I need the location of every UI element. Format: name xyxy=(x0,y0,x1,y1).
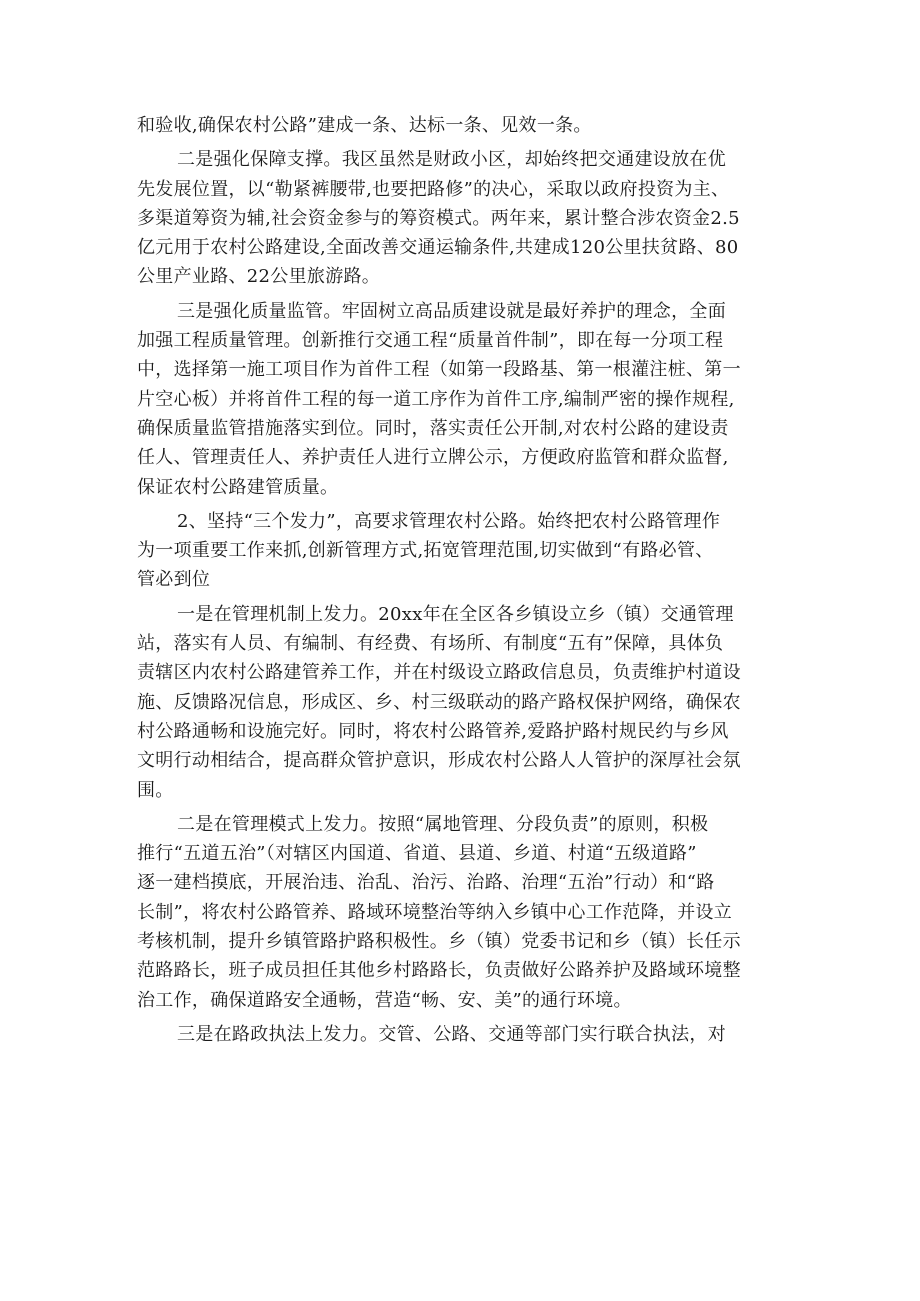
text-line: 管必到位 xyxy=(137,569,211,591)
text-line: 治工作，确保道路安全通畅，营造“畅、安、美”的通行环境。 xyxy=(137,989,632,1011)
text-line: 为一项重要工作来抓,创新管理方式,拓宽管理范围,切实做到“有路必管、 xyxy=(137,540,714,562)
text-line: 三是在路政执法上发力。交管、公路、交通等部门实行联合执法，对 xyxy=(177,1023,726,1045)
text-line: 多渠道筹资为辅,社会资金参与的筹资模式。两年来，累计整合涉农资金2.5 xyxy=(137,207,740,229)
text-line: 先发展位置，以“勒紧裤腰带,也要把路修”的决心，采取以政府投资为主、 xyxy=(137,178,730,200)
paragraph xyxy=(137,810,797,1015)
paragraph xyxy=(137,507,797,595)
text-line: 片空心板）并将首件工程的每一道工序作为首件工序,编制严密的操作规程, xyxy=(137,388,735,410)
paragraph xyxy=(137,1020,797,1049)
paragraph xyxy=(137,111,797,140)
text-line: 推行“五道五治”（对辖区内国道、省道、县道、乡道、村道“五级道路” xyxy=(137,843,697,865)
paragraph xyxy=(137,297,797,502)
text-line: 和验收,确保农村公路”建成一条、达标一条、见效一条。 xyxy=(137,115,592,136)
text-line: 长制”，将农村公路管养、路域环境整治等纳入乡镇中心工作范降，并设立 xyxy=(137,901,733,923)
text-line: 范路路长，班子成员担任其他乡村路路长，负责做好公路养护及路域环境整 xyxy=(137,960,741,982)
text-line: 考核机制，提升乡镇管路护路积极性。乡（镇）党委书记和乡（镇）长任示 xyxy=(137,931,741,953)
text-line: 围。 xyxy=(137,779,174,801)
text-line: 中，选择第一施工项目作为首件工程（如第一段路基、第一根灌注桩、第一 xyxy=(137,359,741,381)
text-line: 加强工程质量管理。创新推行交通工程“质量首件制”，即在每一分项工程 xyxy=(137,330,724,352)
text-line: 施、反馈路况信息，形成区、乡、村三级联动的路产路权保护网络，确保农 xyxy=(137,691,741,713)
text-line: 文明行动相结合，提高群众管护意识，形成农村公路人人管护的深厚社会氛 xyxy=(137,750,741,772)
text-line: 二是在管理模式上发力。按照“属地管理、分段负责”的原则，积极 xyxy=(177,813,709,835)
text-line: 任人、管理责任人、养护责任人进行立牌公示，方便政府监管和群众监督, xyxy=(137,447,729,469)
text-line: 二是强化保障支撑。我区虽然是财政小区，却始终把交通建设放在优 xyxy=(177,149,726,171)
text-line: 公里产业路、22公里旅游路。 xyxy=(137,266,381,288)
text-line: 一是在管理机制上发力。20xx年在全区各乡镇设立乡（镇）交通管理 xyxy=(177,603,734,625)
paragraph xyxy=(137,600,797,805)
text-line: 保证农村公路建管质量。 xyxy=(137,476,339,498)
text-line: 三是强化质量监管。牢固树立高品质建设就是最好养护的理念，全面 xyxy=(177,300,726,322)
text-line: 站，落实有人员、有编制、有经费、有场所、有制度“五有”保障，具体负 xyxy=(137,633,724,655)
text-line: 责辖区内农村公路建管养工作，并在村级设立路政信息员，负责维护村道设 xyxy=(137,662,741,684)
text-line: 确保质量监管措施落实到位。同时，落实责任公开制,对农村公路的建设责 xyxy=(137,417,729,439)
text-line: 村公路通畅和设施完好。同时，将农村公路管养,爱路护路村规民约与乡风 xyxy=(137,720,729,742)
document-body xyxy=(137,111,797,1049)
text-line: 2、坚持“三个发力”，高要求管理农村公路。始终把农村公路管理作 xyxy=(177,510,721,532)
text-line: 逐一建档摸底，开展治违、治乱、治污、治路、治理“五治”行动）和“路 xyxy=(137,872,715,894)
paragraph xyxy=(137,145,797,291)
text-line: 亿元用于农村公路建设,全面改善交通运输条件,共建成120公里扶贫路、80 xyxy=(137,237,739,259)
